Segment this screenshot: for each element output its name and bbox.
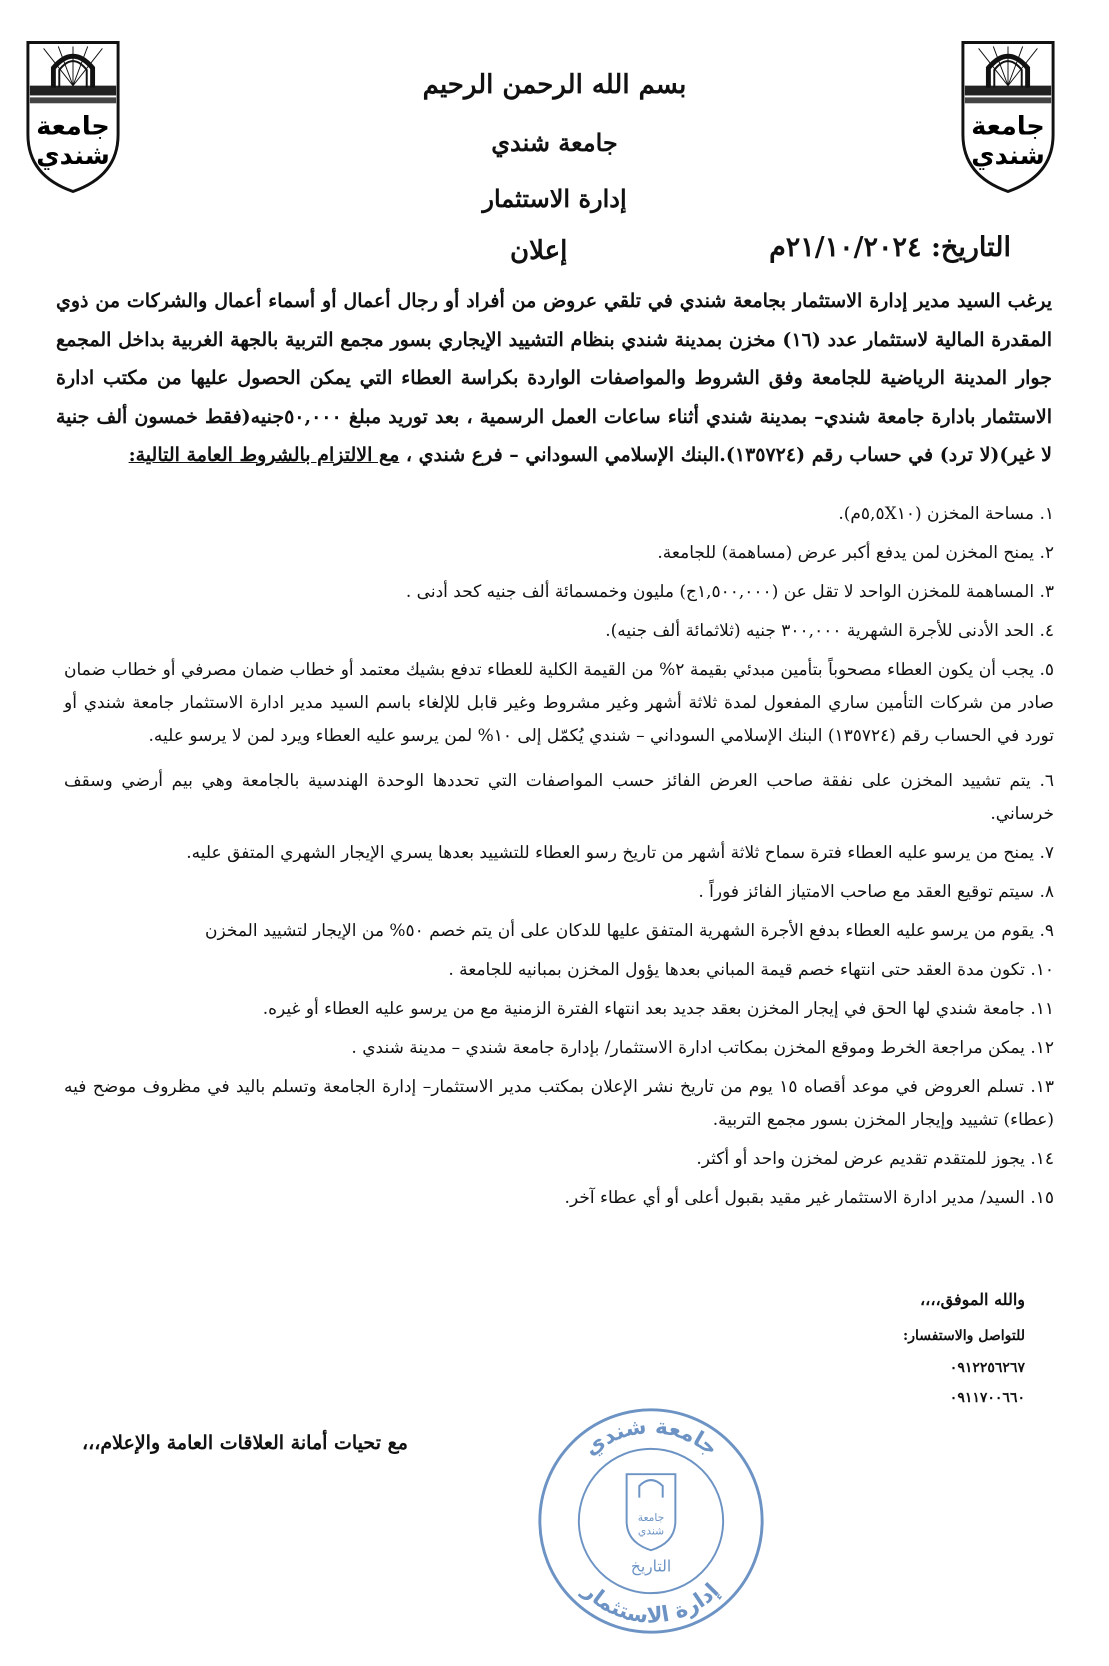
clause-text: يمنح المخزن لمن يدفع أكبر عرض (مساهمة) للجامعة.: [657, 543, 1035, 563]
clause-text: يتم تشييد المخزن على نفقة صاحب العرض الفائز حسب المواصفات التي تحددها الوحدة الهندسية بالجامعة وهي بيم أرضي وسقف خرساني.: [64, 771, 1054, 824]
contact-label: للتواصل والاستفسار:: [903, 1328, 1025, 1344]
clause-number: ١٥.: [1030, 1188, 1054, 1208]
date-label: التاريخ:: [930, 232, 1011, 263]
clause-number: ٣.: [1039, 582, 1054, 602]
clause-number: ١٢.: [1030, 1038, 1054, 1058]
stamp-logo-text1: جامعة: [637, 1511, 665, 1524]
list-item: [64, 1143, 1054, 1176]
list-item: [64, 1182, 1054, 1215]
stamp-logo-text2: شندي: [637, 1524, 665, 1538]
intro-text: يرغب السيد مدير إدارة الاستثمار بجامعة شندي في تلقي عروض من أفراد أو رجال أعمال أو أسماء أعمال والشركات من ذوي المقدرة المالية لاستثمار عدد (١٦) مخزن بمدينة شندي بنظام التشييد الإيجاري بسور مجمع التربية بالجهة الغربية بداخل المجمع جوار المدينة الرياضية للجامعة وفق الشروط والمواصفات الواردة بكراسة العطاء التي يمكن الحصول عليها من مكتب ادارة الاستثمار بادارة جامعة شندي– بمدينة شندي أثناء ساعات العمل الرسمية ، بعد توريد مبلغ ٥٠,٠٠٠جنيه(فقط خمسون ألف جنية لا غير)(لا ترد) في حساب رقم (١٣٥٧٢٤).البنك الإسلامي السوداني – فرع شندي ،: [56, 290, 1053, 466]
clause-text: يقوم من يرسو عليه العطاء بدفع الأجرة الشهرية المتفق عليها للدكان على أن يتم خصم ٥٠% من الإيجار لتشييد المخزن: [204, 921, 1035, 941]
university-logo-left: [24, 38, 122, 196]
list-item: [64, 876, 1054, 909]
clause-text: يجوز للمتقدم تقديم عرض لمخزن واحد أو أكثر.: [696, 1149, 1025, 1169]
clause-number: ١٣.: [1030, 1077, 1055, 1097]
stamp-bottom-text: إدارة الاستثمار: [577, 1578, 725, 1629]
announcement-title: إعلان: [510, 236, 568, 266]
clause-text: الحد الأدنى للأجرة الشهرية ٣٠٠,٠٠٠ جنيه (ثلاثمائة ألف جنيه).: [605, 621, 1035, 641]
contact-phone-2: ٠٩١١٧٠٠٦٦٠: [949, 1390, 1025, 1406]
clause-number: ٨.: [1039, 882, 1054, 902]
clause-text: مساحة المخزن (٥,٥X١٠م).: [838, 504, 1035, 524]
list-item: [64, 837, 1054, 870]
list-item: [64, 993, 1054, 1026]
stamp-date-label: التاريخ: [630, 1557, 672, 1576]
university-logo-right: [959, 38, 1057, 196]
basmala: بسم الله الرحمن الرحيم: [422, 70, 687, 100]
list-item: [64, 537, 1054, 570]
list-item: [64, 615, 1054, 648]
list-item: [64, 954, 1054, 987]
clause-number: ٢.: [1039, 543, 1054, 563]
date-value: ٢١/١٠/٢٠٢٤م: [769, 232, 922, 263]
clause-text: السيد/ مدير ادارة الاستثمار غير مقيد بقبول أعلى أو أي عطاء آخر.: [564, 1188, 1025, 1208]
list-item: [64, 576, 1054, 609]
date-line: [769, 232, 1011, 263]
list-item: [64, 765, 1054, 831]
logo-text-line1: جامعة: [36, 111, 110, 142]
university-name: جامعة شندي: [491, 128, 618, 157]
official-stamp: [534, 1404, 768, 1638]
clause-number: ٤.: [1039, 621, 1054, 641]
clause-number: ١٤.: [1030, 1149, 1054, 1169]
list-item: [64, 654, 1054, 753]
list-item: [64, 1032, 1054, 1065]
clause-text: تسلم العروض في موعد أقصاه ١٥ يوم من تاريخ نشر الإعلان بمكتب مدير الاستثمار– إدارة الجامعة وتسلم باليد في مظروف موضح فيه (عطاء) تشييد وإيجار المخزن بسور مجمع التربية.: [64, 1077, 1054, 1130]
list-item: [64, 915, 1054, 948]
closing-blessing: والله الموفق،،،،: [920, 1290, 1025, 1309]
intro-underlined-text: مع الالتزام بالشروط العامة التالية:: [128, 444, 400, 466]
stamp-seal-icon: [534, 1404, 768, 1638]
stamp-top-text: جامعة شندي: [579, 1413, 723, 1462]
clause-number: ٥.: [1039, 660, 1054, 680]
department-name: إدارة الاستثمار: [482, 184, 627, 213]
clause-number: ٩.: [1039, 921, 1054, 941]
clause-text: جامعة شندي لها الحق في إيجار المخزن بعقد جديد بعد انتهاء الفترة الزمنية مع من يرسو عليه العطاء أو غيره.: [262, 999, 1025, 1019]
logo-text-line2: شندي: [971, 141, 1045, 172]
conditions-list: [64, 498, 1054, 1221]
clause-number: ١٠.: [1030, 960, 1054, 980]
clause-number: ١١.: [1030, 999, 1054, 1019]
clause-text: المساهمة للمخزن الواحد لا تقل عن (١,٥٠٠,٠٠٠ج) مليون وخمسمائة ألف جنيه كحد أدنى .: [405, 582, 1035, 602]
contact-phone-1: ٠٩١٢٢٥٦٢٦٧: [949, 1360, 1025, 1376]
clause-number: ٦.: [1039, 771, 1054, 791]
clause-number: ٧.: [1039, 843, 1054, 863]
university-crest-icon: [959, 38, 1057, 196]
clause-text: يمنح من يرسو عليه العطاء فترة سماح ثلاثة أشهر من تاريخ رسو العطاء للتشييد بعدها يسري الإيجار الشهري المتفق عليه.: [186, 843, 1035, 863]
clause-text: سيتم توقيع العقد مع صاحب الامتياز الفائز فوراً .: [698, 882, 1035, 902]
clause-text: يمكن مراجعة الخرط وموقع المخزن بمكاتب ادارة الاستثمار/ بإدارة جامعة شندي – مدينة شندي .: [351, 1038, 1025, 1058]
list-item: [64, 1071, 1054, 1137]
logo-text-line2: شندي: [36, 141, 110, 172]
logo-text-line1: جامعة: [971, 111, 1045, 142]
clause-text: تكون مدة العقد حتى انتهاء خصم قيمة المباني بعدها يؤول المخزن بمبانيه للجامعة .: [448, 960, 1025, 980]
clause-number: ١.: [1039, 504, 1054, 524]
intro-paragraph: [56, 282, 1052, 475]
clause-text: يجب أن يكون العطاء مصحوباً بتأمين مبدئي بقيمة ٢% من القيمة الكلية للعطاء تدفع بشيك معتمد أو خطاب ضمان مصرفي أو خطاب ضمان صادر من شركات التأمين ساري المفعول لمدة ثلاثة أشهر وغير مشروط وغير قابل للإلغاء باسم السيد مدير ادارة الاستثمار جامعة شندي أو تورد في الحساب رقم (١٣٥٧٢٤) البنك الإسلامي السوداني – شندي يُكمّل إلى ١٠% لمن يرسو عليه العطاء ويرد لمن لا يرسو عليه.: [64, 660, 1054, 746]
university-crest-icon: [24, 38, 122, 196]
regards-line: مع تحيات أمانة العلاقات العامة والإعلام،،،: [82, 1432, 408, 1454]
list-item: [64, 498, 1054, 531]
